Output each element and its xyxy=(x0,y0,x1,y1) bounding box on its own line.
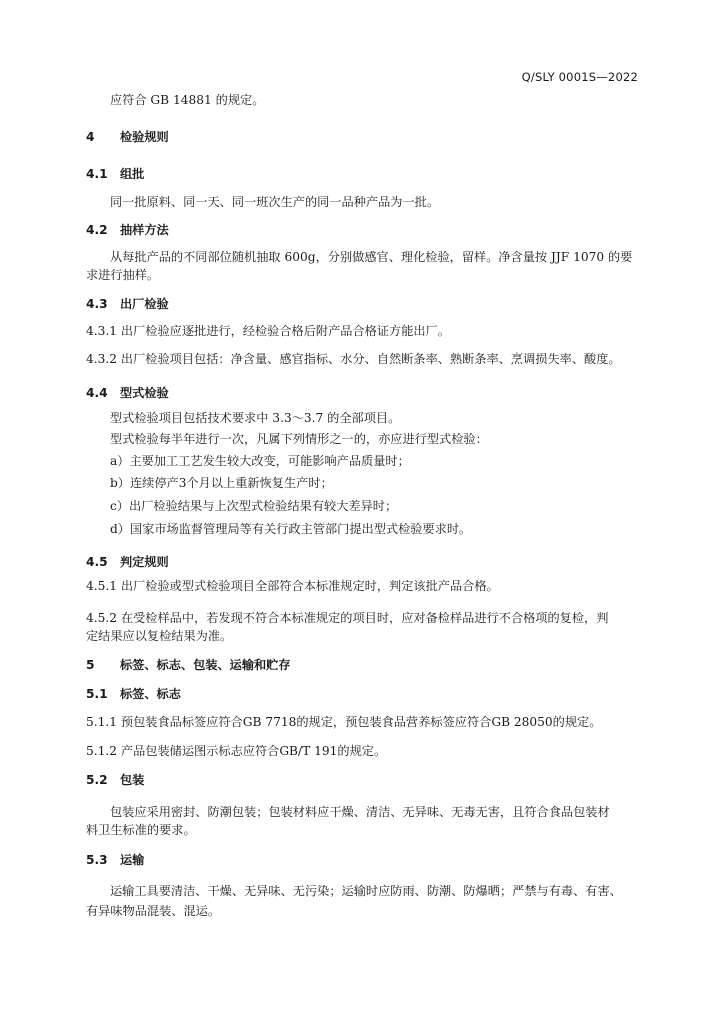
section-heading-5-2 xyxy=(86,772,642,788)
document-code-header: Q/SLY 0001S—2022 xyxy=(521,70,638,84)
list-item: c）出厂检验结果与上次型式检验结果有较大差异时； xyxy=(110,499,398,513)
paragraph-line: 型式检验每半年进行一次，凡属下列情形之一的，亦应进行型式检验： xyxy=(110,432,488,446)
section-title: 检验规则 xyxy=(120,130,169,144)
section-title: 包装 xyxy=(120,773,145,787)
paragraph-line: 求进行抽样。 xyxy=(86,268,160,282)
section-heading-4-5 xyxy=(86,554,642,570)
paragraph-line: 型式检验项目包括技术要求中 3.3～3.7 的全部项目。 xyxy=(110,411,401,425)
section-title: 组批 xyxy=(120,167,145,181)
section-title: 标签、标志 xyxy=(120,687,181,701)
section-heading-4 xyxy=(86,129,642,145)
section-number: 4.1 xyxy=(86,167,108,181)
list-item: a）主要加工工艺发生较大改变，可能影响产品质量时； xyxy=(110,454,410,468)
section-heading-5-3 xyxy=(86,852,642,868)
paragraph-line: 4.5.2 在受检样品中，若发现不符合本标准规定的项目时，应对备检样品进行不合格项的复检，判 xyxy=(86,611,609,625)
section-number: 5.2 xyxy=(86,773,108,787)
section-number: 4.2 xyxy=(86,223,108,237)
paragraph-line: 4.3.1 出厂检验应逐批进行，经检验合格后附产品合格证方能出厂。 xyxy=(86,324,450,338)
paragraph-line: 有异味物品混装、混运。 xyxy=(86,904,221,918)
paragraph-line: 料卫生标准的要求。 xyxy=(86,823,196,837)
section-heading-5 xyxy=(86,657,642,673)
section-number: 5.1 xyxy=(86,687,108,701)
section-number: 5.3 xyxy=(86,853,108,867)
section-title: 型式检验 xyxy=(120,386,169,400)
paragraph-line: 4.5.1 出厂检验或型式检验项目全部符合本标准规定时，判定该批产品合格。 xyxy=(86,579,499,593)
list-item: d）国家市场监督管理局等有关行政主管部门提出型式检验要求时。 xyxy=(110,522,472,536)
section-title: 判定规则 xyxy=(120,555,169,569)
paragraph-line: 同一批原料、同一天、同一班次生产的同一品种产品为一批。 xyxy=(110,195,440,209)
section-number: 5 xyxy=(86,658,95,672)
paragraph-line: 包装应采用密封、防潮包装；包装材料应干燥、清洁、无异味、无毒无害，且符合食品包装材 xyxy=(110,805,610,819)
section-number: 4.5 xyxy=(86,555,108,569)
section-title: 出厂检验 xyxy=(120,297,169,311)
paragraph-line: 从每批产品的不同部位随机抽取 600g，分别做感官、理化检验，留样。净含量按 JJF 1070 的要 xyxy=(110,250,633,264)
section-heading-4-2 xyxy=(86,222,642,238)
section-heading-4-1 xyxy=(86,166,642,182)
paragraph-line: 定结果应以复检结果为准。 xyxy=(86,629,233,643)
paragraph-line: 应符合 GB 14881 的规定。 xyxy=(110,93,265,107)
section-heading-4-3 xyxy=(86,296,642,312)
paragraph-line: 5.1.1 预包装食品标签应符合GB 7718的规定，预包装食品营养标签应符合GB 28050的规定。 xyxy=(86,715,602,729)
list-item: b）连续停产3个月以上重新恢复生产时； xyxy=(110,476,333,490)
paragraph-line: 5.1.2 产品包装储运图示标志应符合GB/T 191的规定。 xyxy=(86,744,387,758)
section-title: 运输 xyxy=(120,853,145,867)
paragraph-line: 4.3.2 出厂检验项目包括：净含量、感官指标、水分、自然断条率、熟断条率、烹调损失率、酸度。 xyxy=(86,352,621,366)
section-title: 抽样方法 xyxy=(120,223,169,237)
section-title: 标签、标志、包装、运输和贮存 xyxy=(120,658,291,672)
section-number: 4.4 xyxy=(86,386,108,400)
section-number: 4 xyxy=(86,130,95,144)
paragraph-line: 运输工具要清洁、干燥、无异味、无污染；运输时应防雨、防潮、防爆晒；严禁与有毒、有害、 xyxy=(110,884,622,898)
section-heading-4-4 xyxy=(86,385,642,401)
section-number: 4.3 xyxy=(86,297,108,311)
section-heading-5-1 xyxy=(86,686,642,702)
